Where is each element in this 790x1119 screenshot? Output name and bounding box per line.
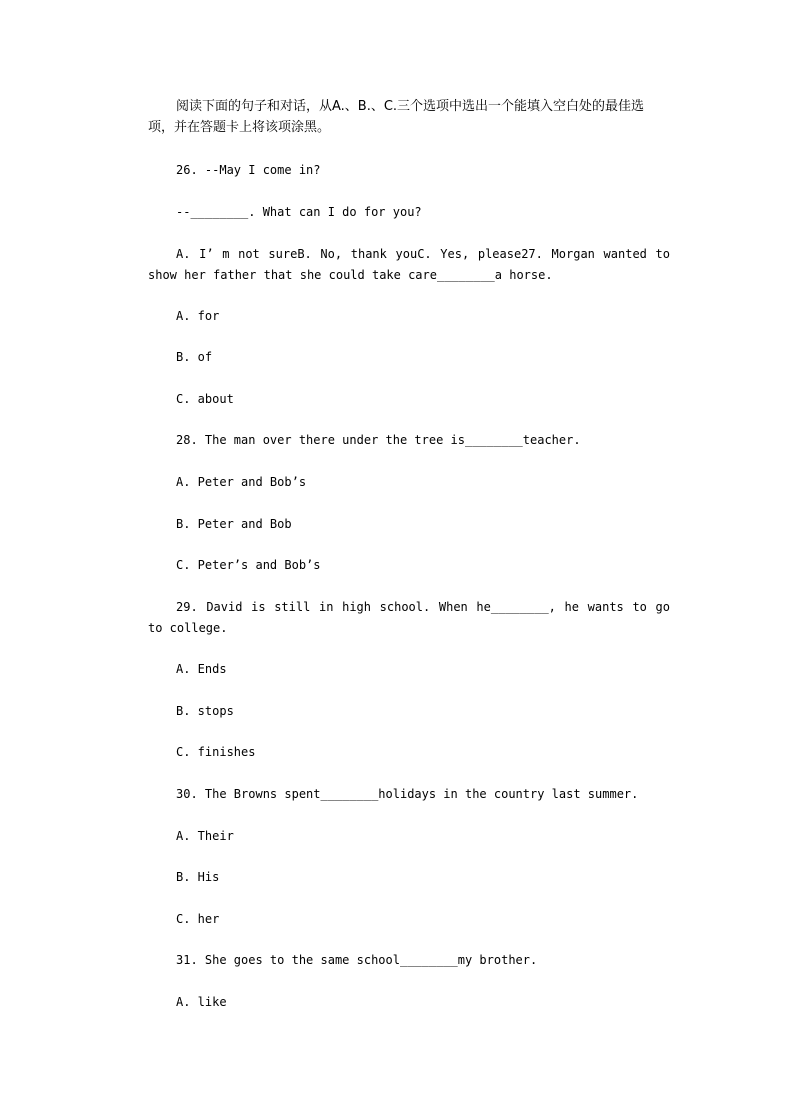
question-28-text: 28. The man over there under the tree is________teacher. [176, 433, 581, 447]
question-26-response: --________. What can I do for you? [176, 205, 422, 219]
question-26-prompt: 26. --May I come in? [176, 163, 321, 177]
question-31-option-a: A. like [176, 995, 227, 1009]
question-27-option-b: B. of [176, 350, 213, 364]
question-29-text: 29. David is still in high school. When he________, he wants to go to college. [148, 600, 670, 635]
question-30-option-a: A. Their [176, 829, 234, 843]
question-29-option-c: C. finishes [176, 745, 256, 759]
question-30-text: 30. The Browns spent________holidays in the country last summer. [176, 787, 639, 801]
question-28-option-a: A. Peter and Bob’s [176, 475, 307, 489]
instructions-paragraph: 阅读下面的句子和对话，从A.、B.、C.三个选项中选出一个能填入空白处的最佳选项，并在答题卡上将该项涂黑。 [148, 99, 645, 135]
question-27-option-c: C. about [176, 392, 234, 406]
question-26-options-and-question-27: A. I’ m not sureB. No, thank youC. Yes, please27. Morgan wanted to show her father that she could take care________a horse. [148, 247, 670, 282]
question-27-option-a: A. for [176, 309, 220, 323]
question-29-option-b: B. stops [176, 704, 234, 718]
question-31-text: 31. She goes to the same school________my brother. [176, 953, 538, 967]
question-30-option-c: C. her [176, 912, 220, 926]
question-29-option-a: A. Ends [176, 662, 227, 676]
question-28-option-c: C. Peter’s and Bob’s [176, 558, 321, 572]
question-30-option-b: B. His [176, 870, 220, 884]
question-28-option-b: B. Peter and Bob [176, 517, 292, 531]
